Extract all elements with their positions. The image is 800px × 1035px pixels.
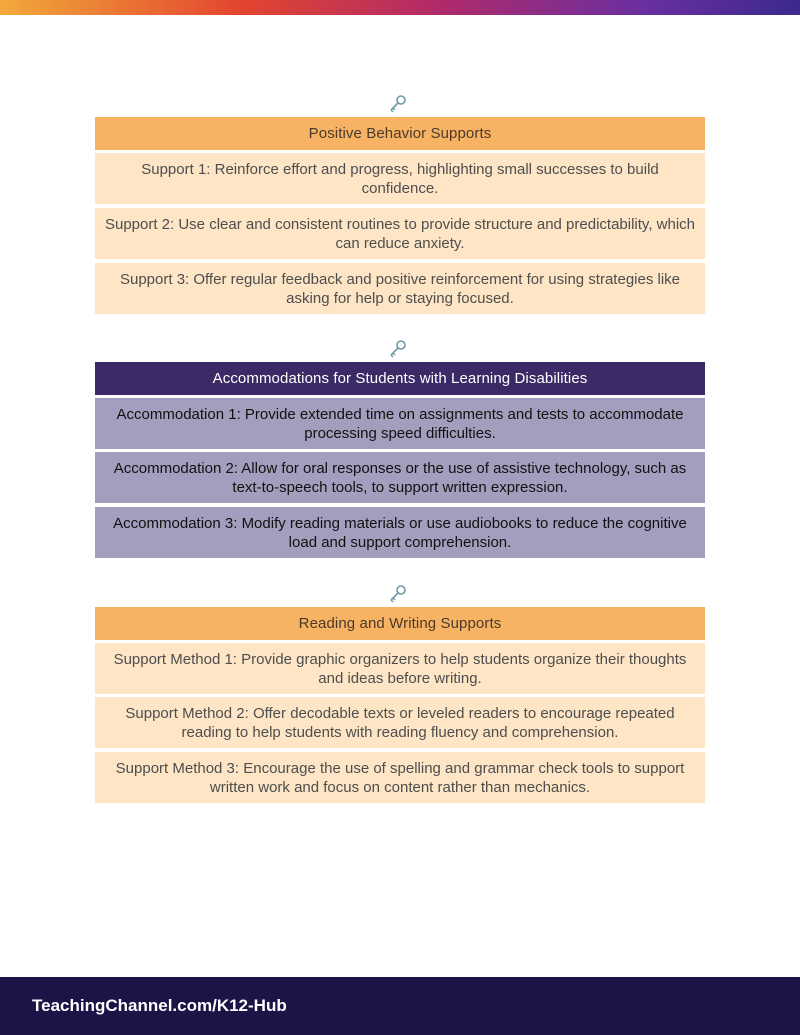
footer-link[interactable]: TeachingChannel.com/K12-Hub: [32, 996, 287, 1015]
section-header: Reading and Writing Supports: [95, 607, 705, 640]
support-row: Support 2: Use clear and consistent routines to provide structure and predictability, which can reduce anxiety.: [95, 208, 705, 259]
accommodation-row: Accommodation 2: Allow for oral responses or the use of assistive technology, such as text-to-speech tools, to support written expression.: [95, 452, 705, 503]
accommodation-row: Accommodation 3: Modify reading materials or use audiobooks to reduce the cognitive load and support comprehension.: [95, 507, 705, 558]
accommodation-row: Accommodation 1: Provide extended time on assignments and tests to accommodate processing speed difficulties.: [95, 398, 705, 449]
footer-bar: [0, 977, 800, 1035]
key-icon: [385, 338, 413, 358]
support-method-row: Support Method 3: Encourage the use of spelling and grammar check tools to support written work and focus on content rather than mechanics.: [95, 752, 705, 803]
support-row: Support 3: Offer regular feedback and positive reinforcement for using strategies like asking for help or staying focused.: [95, 263, 705, 314]
support-row: Support 1: Reinforce effort and progress, highlighting small successes to build confidence.: [95, 153, 705, 204]
top-gradient-bar: [0, 0, 800, 15]
section-header: Positive Behavior Supports: [95, 117, 705, 150]
section-header: Accommodations for Students with Learning Disabilities: [95, 362, 705, 395]
support-method-row: Support Method 2: Offer decodable texts or leveled readers to encourage repeated reading to help students with reading fluency and comprehension.: [95, 697, 705, 748]
support-method-row: Support Method 1: Provide graphic organizers to help students organize their thoughts and ideas before writing.: [95, 643, 705, 694]
key-icon: [385, 93, 413, 113]
key-icon: [385, 583, 413, 603]
